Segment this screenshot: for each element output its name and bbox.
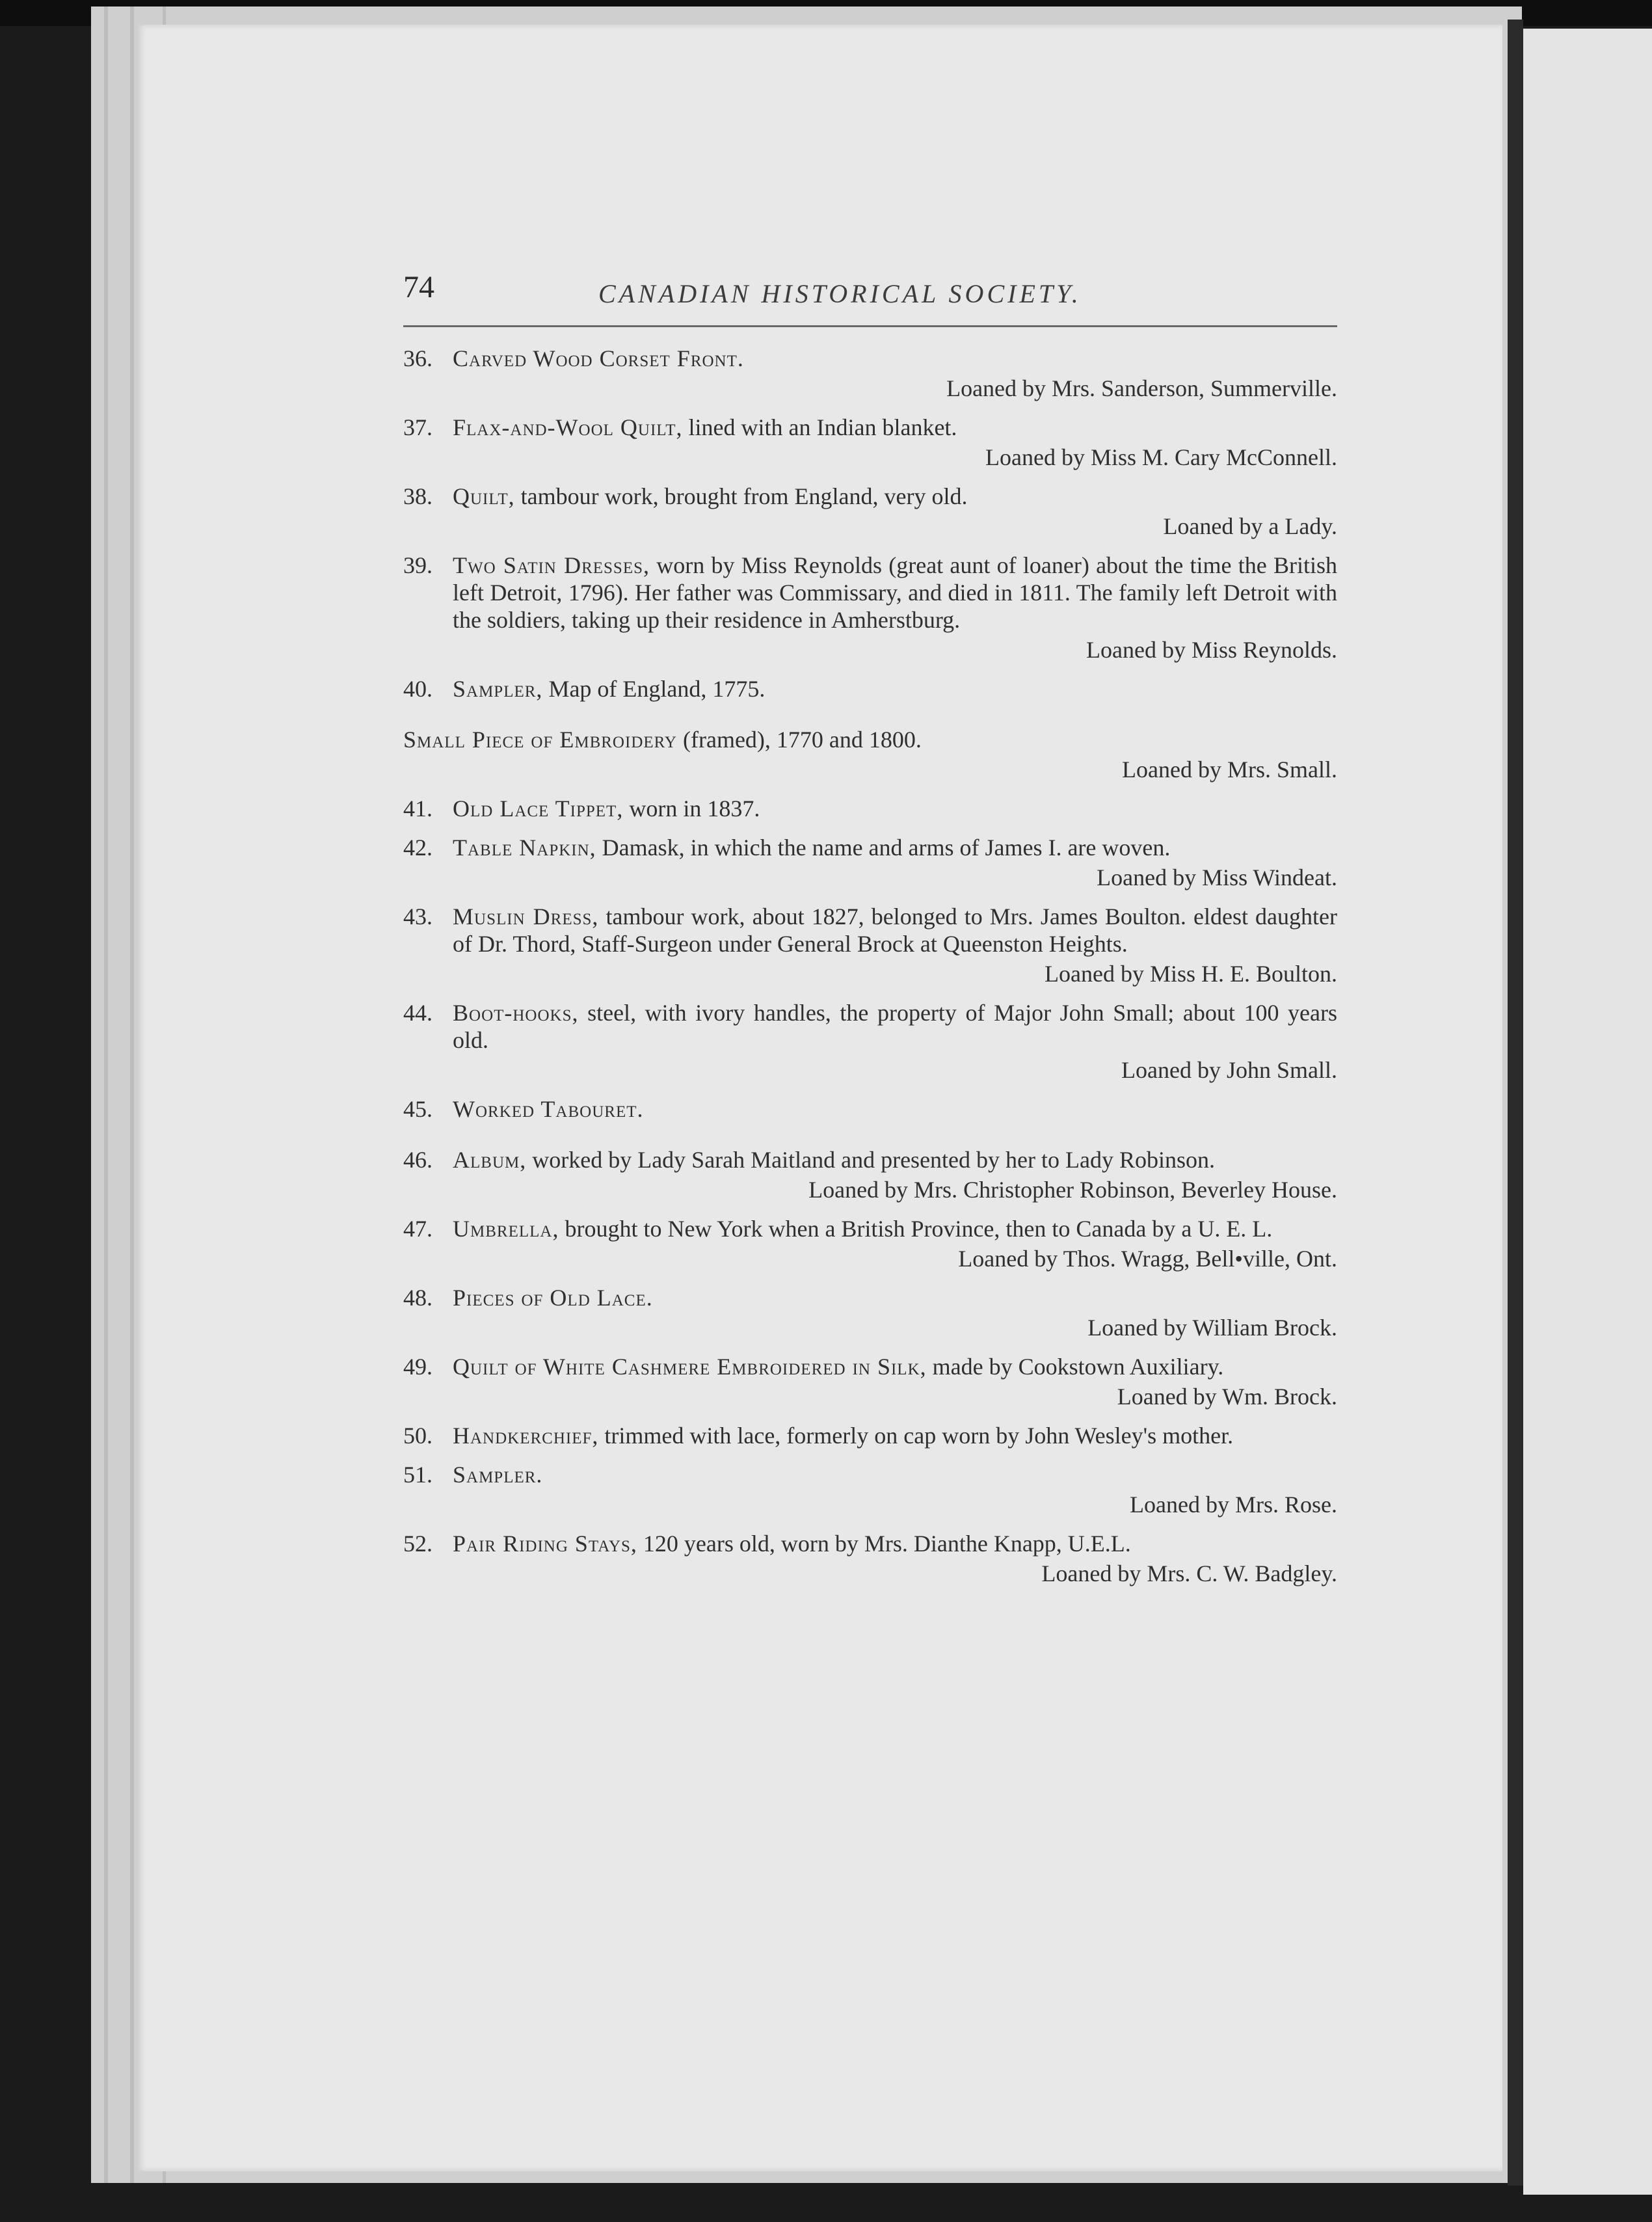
entry-number: 41. bbox=[403, 796, 433, 822]
item-description: (framed), 1770 and 1800. bbox=[677, 727, 922, 753]
item-description: worked by Lady Sarah Maitland and presented by her to Lady Robinson. bbox=[526, 1147, 1215, 1173]
lender-credit: Loaned by Mrs. C. W. Badgley. bbox=[1041, 1560, 1337, 1586]
catalogue-entry bbox=[403, 1422, 1337, 1449]
lender-credit: Loaned by Mrs. Sanderson, Summerville. bbox=[946, 375, 1337, 401]
entry-text bbox=[403, 834, 1337, 861]
item-name: Pair Riding Stays, bbox=[453, 1531, 637, 1557]
lender-credit: Loaned by a Lady. bbox=[1163, 513, 1337, 539]
item-description: tambour work, about 1827, belonged to Mrs. James Boulton. eldest daughter of Dr. Thord, Staff-Surgeon under General Brock at Queenston Heights. bbox=[453, 904, 1337, 957]
item-name: Table Napkin, bbox=[453, 835, 596, 861]
item-description: Damask, in which the name and arms of James I. are woven. bbox=[596, 835, 1171, 861]
item-description: 120 years old, worn by Mrs. Dianthe Knapp, U.E.L. bbox=[637, 1531, 1131, 1557]
entry-number: 44. bbox=[403, 1000, 433, 1026]
lender-credit: Loaned by Miss Windeat. bbox=[1097, 864, 1337, 890]
entry-number: 51. bbox=[403, 1462, 433, 1488]
entry-number: 42. bbox=[403, 835, 433, 861]
catalogue-entry bbox=[403, 1353, 1337, 1410]
facing-page-edge bbox=[1523, 29, 1652, 2195]
catalogue-entry bbox=[403, 834, 1337, 891]
item-name: Carved Wood Corset Front. bbox=[453, 345, 744, 371]
entry-text bbox=[403, 726, 1337, 753]
catalogue-entry bbox=[403, 483, 1337, 540]
item-name: Album, bbox=[453, 1147, 527, 1173]
lender-credit: Loaned by William Brock. bbox=[1087, 1315, 1337, 1341]
entry-number: 38. bbox=[403, 483, 433, 509]
entry-text bbox=[403, 1095, 1337, 1123]
item-name: Pieces of Old Lace. bbox=[453, 1285, 653, 1311]
page-header bbox=[403, 267, 1337, 327]
catalogue-entry bbox=[403, 1146, 1337, 1203]
catalogue-entry bbox=[403, 552, 1337, 663]
lender-credit: Loaned by Mrs. Rose. bbox=[1130, 1492, 1337, 1518]
item-name: Sampler. bbox=[453, 1462, 543, 1488]
entry-text bbox=[403, 414, 1337, 441]
entry-text bbox=[403, 999, 1337, 1054]
running-title: CANADIAN HISTORICAL SOCIETY. bbox=[598, 279, 1082, 308]
entry-text bbox=[403, 675, 1337, 703]
entry-number: 40. bbox=[403, 676, 433, 702]
entry-text bbox=[403, 903, 1337, 957]
item-description: made by Cookstown Auxiliary. bbox=[926, 1354, 1224, 1380]
item-name: Two Satin Dresses, bbox=[453, 552, 650, 578]
item-name: Flax-and-Wool Quilt, bbox=[453, 414, 683, 440]
page-edge-line bbox=[130, 7, 134, 2183]
entry-number: 45. bbox=[403, 1096, 433, 1122]
entry-number: 36. bbox=[403, 345, 433, 371]
page-edge-line bbox=[104, 7, 108, 2183]
lender-credit: Loaned by Miss H. E. Boulton. bbox=[1045, 961, 1337, 987]
lender-credit: Loaned by Miss M. Cary McConnell. bbox=[985, 444, 1337, 470]
entry-number: 37. bbox=[403, 414, 433, 440]
page-number: 74 bbox=[403, 270, 434, 304]
item-description: worn by Miss Reynolds (great aunt of loaner) about the time the British left Detroit, 1796). Her father was Commissary, and died in 1811. The family left Detroit with the soldiers, taking up their residence in Amherstburg. bbox=[453, 552, 1337, 633]
item-description: steel, with ivory handles, the property of Major John Small; about 100 years old. bbox=[453, 1000, 1337, 1053]
entry-text bbox=[403, 1146, 1337, 1173]
catalogue-entry bbox=[403, 999, 1337, 1084]
lender-credit: Loaned by Mrs. Christopher Robinson, Beverley House. bbox=[808, 1177, 1337, 1203]
entry-text bbox=[403, 795, 1337, 822]
entry-text bbox=[403, 1461, 1337, 1488]
entry-text bbox=[403, 1284, 1337, 1311]
entry-text bbox=[403, 1215, 1337, 1242]
lender-credit: Loaned by Miss Reynolds. bbox=[1086, 637, 1337, 663]
entry-number: 47. bbox=[403, 1216, 433, 1242]
item-name: Small Piece of Embroidery bbox=[403, 727, 677, 753]
lender-credit: Loaned by Mrs. Small. bbox=[1122, 756, 1337, 783]
catalogue-entry bbox=[403, 1284, 1337, 1341]
catalogue-entry bbox=[403, 1215, 1337, 1272]
lender-credit: Loaned by Thos. Wragg, Bell•ville, Ont. bbox=[958, 1246, 1337, 1272]
item-description: brought to New York when a British Province, then to Canada by a U. E. L. bbox=[559, 1216, 1273, 1242]
entry-text bbox=[403, 1353, 1337, 1380]
item-name: Quilt, bbox=[453, 483, 515, 509]
item-description: trimmed with lace, formerly on cap worn by John Wesley's mother. bbox=[598, 1423, 1234, 1449]
entry-text bbox=[403, 345, 1337, 372]
entry-text bbox=[403, 1530, 1337, 1557]
item-description: lined with an Indian blanket. bbox=[682, 414, 957, 440]
item-name: Worked Tabouret. bbox=[453, 1096, 644, 1122]
item-name: Umbrella, bbox=[453, 1216, 559, 1242]
item-description: tambour work, brought from England, very old. bbox=[514, 483, 968, 509]
item-name: Boot-hooks, bbox=[453, 1000, 579, 1026]
item-description: worn in 1837. bbox=[623, 796, 760, 822]
entry-number: 43. bbox=[403, 904, 433, 930]
catalogue-entries bbox=[403, 345, 1337, 1599]
entry-number: 50. bbox=[403, 1423, 433, 1449]
catalogue-entry bbox=[403, 1530, 1337, 1587]
catalogue-entry bbox=[403, 345, 1337, 402]
entry-number: 46. bbox=[403, 1147, 433, 1173]
item-name: Sampler, bbox=[453, 676, 543, 702]
lender-credit: Loaned by Wm. Brock. bbox=[1117, 1384, 1337, 1410]
item-name: Muslin Dress, bbox=[453, 904, 599, 930]
catalogue-entry bbox=[403, 726, 1337, 783]
catalogue-entry bbox=[403, 1095, 1337, 1123]
catalogue-entry bbox=[403, 414, 1337, 471]
catalogue-entry bbox=[403, 675, 1337, 703]
book-gutter bbox=[1508, 20, 1523, 2186]
catalogue-entry bbox=[403, 795, 1337, 822]
lender-credit: Loaned by John Small. bbox=[1121, 1057, 1337, 1083]
item-name: Quilt of White Cashmere Embroidered in Silk, bbox=[453, 1354, 927, 1380]
entry-text bbox=[403, 552, 1337, 634]
item-name: Handkerchief, bbox=[453, 1423, 599, 1449]
entry-number: 48. bbox=[403, 1285, 433, 1311]
item-name: Old Lace Tippet, bbox=[453, 796, 624, 822]
catalogue-entry bbox=[403, 903, 1337, 987]
item-description: Map of England, 1775. bbox=[542, 676, 766, 702]
entry-number: 49. bbox=[403, 1354, 433, 1380]
entry-text bbox=[403, 1422, 1337, 1449]
entry-text bbox=[403, 483, 1337, 510]
catalogue-entry bbox=[403, 1461, 1337, 1518]
entry-number: 52. bbox=[403, 1531, 433, 1557]
entry-number: 39. bbox=[403, 552, 433, 578]
